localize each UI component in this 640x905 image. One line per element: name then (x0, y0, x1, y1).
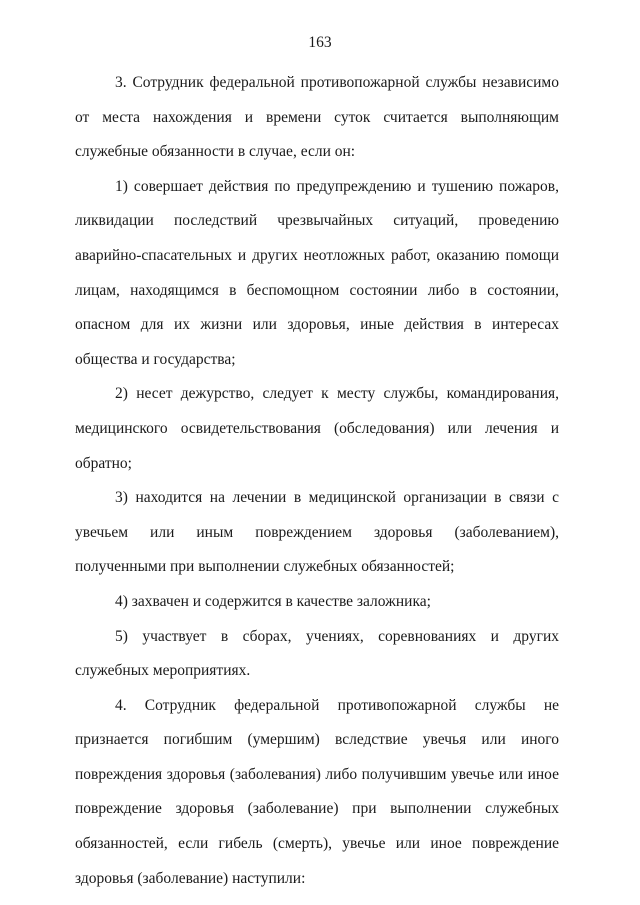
list-item-2: 2) несет дежурство, следует к месту службы, командирования, медицинского освидетельствования (обследования) или лечения и обратно; (75, 385, 559, 472)
list-item-1: 1) совершает действия по предупреждению и тушению пожаров, ликвидации последствий чрезвычайных ситуаций, проведению аварийно-спасательных и других неотложных работ, оказанию помощи лицам, находящимся в беспомощном состоянии либо в состоянии, опасном для их жизни или здоровья, иные действия в интересах общества и государства; (75, 177, 559, 368)
document-body (75, 66, 559, 896)
paragraph-3: 3. Сотрудник федеральной противопожарной службы независимо от места нахождения и времени суток считается выполняющим служебные обязанности в случае, если он: (75, 74, 559, 161)
paragraph-4: 4. Сотрудник федеральной противопожарной службы не признается погибшим (умершим) вследствие увечья или иного повреждения здоровья (заболевания) либо получившим увечье или иное повреждение здоровья (заболевание) при выполнении служебных обязанностей, если гибель (смерть), увечье или иное повреждение здоровья (заболевание) наступили: (75, 696, 559, 887)
list-item-5: 5) участвует в сборах, учениях, соревнованиях и других служебных мероприятиях. (75, 627, 559, 680)
page-number: 163 (308, 34, 332, 51)
list-item-3: 3) находится на лечении в медицинской организации в связи с увечьем или иным повреждением здоровья (заболеванием), полученными при выполнении служебных обязанностей; (75, 489, 559, 576)
list-item-4: 4) захвачен и содержится в качестве заложника; (115, 592, 431, 610)
